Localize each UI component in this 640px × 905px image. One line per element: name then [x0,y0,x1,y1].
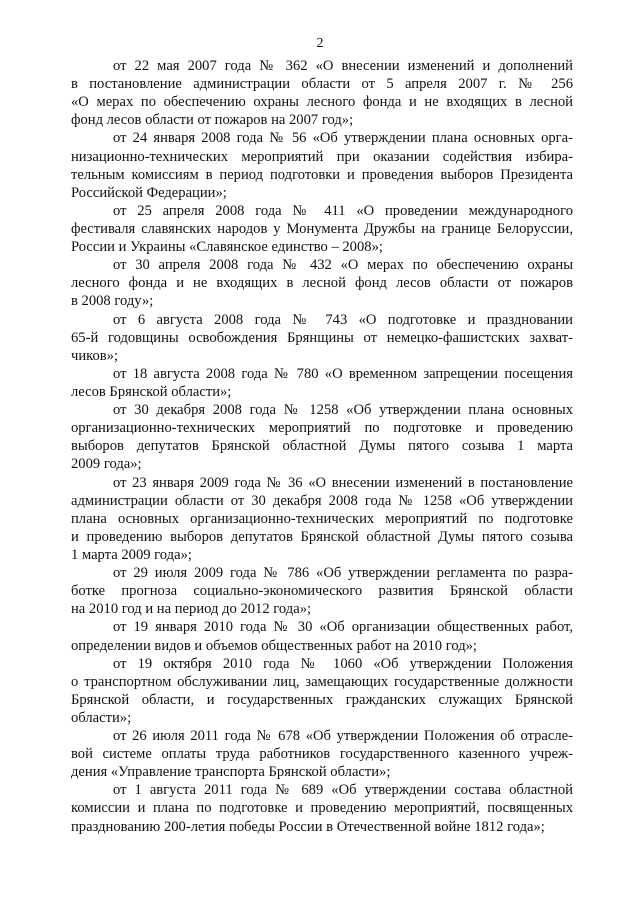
paragraph-line: о транспортном обслуживании лиц, замещающих государственные должности [71,673,573,690]
paragraph-line: в 2008 году»; [71,293,154,310]
paragraph-line: лесного фонда и не входящих в лесной фонд лесов области от пожаров [71,275,573,292]
paragraph-line: 1 марта 2009 года»; [71,546,192,563]
list-item [71,311,573,365]
paragraph-line: от 19 января 2010 года № 30 «Об организации общественных работ, [113,619,573,636]
paragraph-line: на 2010 год и на период до 2012 года»; [71,601,312,618]
paragraph-line: Брянской области, и государственных гражданских служащих Брянской [71,691,573,708]
paragraph-line: администрации области от 30 декабря 2008 года № 1258 «Об утверждении [71,492,573,509]
paragraph-line: вой системе оплаты труда работников государственного казенного учреж- [71,746,573,763]
paragraph-line: от 1 августа 2011 года № 689 «Об утверждении состава областной [113,782,573,799]
paragraph-line: организационно-технических мероприятий по подготовке и проведению [71,420,573,437]
paragraph-line: низационно-технических мероприятий при оказании содействия избира- [71,148,573,165]
paragraph-line: от 22 мая 2007 года № 362 «О внесении изменений и дополнений [113,58,573,74]
paragraph-line: от 30 апреля 2008 года № 432 «О мерах по обеспечению охраны [113,257,573,274]
list-item [71,564,573,618]
paragraph-line: празднованию 200-летия победы России в Отечественной войне 1812 года»; [71,818,545,835]
list-item [71,256,573,310]
paragraph-line: выборов депутатов Брянской областной Думы пятого созыва 1 марта [71,438,573,455]
paragraph-line: Российской Федерации»; [71,184,227,201]
list-item [71,401,573,473]
paragraph-line: тельным комиссиям в период подготовки и проведения выборов Президента [71,166,573,183]
document-body [71,57,573,836]
paragraph-line: от 18 августа 2008 года № 780 «О временном запрещении посещения [113,365,573,382]
list-item [71,365,573,401]
paragraph-line: определении видов и объемов общественных работ на 2010 год»; [71,637,477,654]
paragraph-line: фестиваля славянских народов у Монумента Дружбы на границе Белоруссии, [71,220,573,237]
paragraph-line: от 26 июля 2011 года № 678 «Об утверждении Положения об отрасле- [113,728,573,745]
paragraph-line: и проведению выборов депутатов Брянской областной Думы пятого созыва [71,528,573,545]
paragraph-line: дения «Управление транспорта Брянской области»; [71,764,391,781]
paragraph-line: от 24 января 2008 года № 56 «Об утверждении плана основных орга- [113,130,573,147]
paragraph-line: от 30 декабря 2008 года № 1258 «Об утверждении плана основных [113,402,573,419]
list-item [71,727,573,781]
list-item [71,618,573,654]
paragraph-line: от 6 августа 2008 года № 743 «О подготовке и праздновании [113,311,573,328]
page-number: 2 [316,36,324,51]
list-item [71,655,573,727]
paragraph-line: чиков»; [71,347,119,364]
list-item [71,474,573,565]
paragraph-line: фонд лесов области от пожаров на 2007 год»; [71,112,354,129]
list-item [71,57,573,129]
paragraph-line: ботке прогноза социально-экономического развития Брянской области [71,583,573,600]
paragraph-line: области»; [71,709,132,726]
list-item [71,781,573,835]
paragraph-line: плана основных организационно-технических мероприятий по подготовке [71,510,573,527]
paragraph-line: 2009 года»; [71,456,142,473]
paragraph-line: от 19 октября 2010 года № 1060 «Об утверждении Положения [113,655,573,672]
list-item [71,129,573,201]
paragraph-line: от 23 января 2009 года № 36 «О внесении изменений в постановление [113,474,573,491]
paragraph-line: России и Украины «Славянское единство – 2008»; [71,239,383,256]
paragraph-line: комиссии и плана по подготовке и проведению мероприятий, посвященных [71,800,573,817]
paragraph-line: в постановление администрации области от 5 апреля 2007 г. № 256 [71,76,573,93]
paragraph-line: от 29 июля 2009 года № 786 «Об утверждении регламента по разра- [113,565,573,582]
list-item [71,202,573,256]
paragraph-line: «О мерах по обеспечению охраны лесного фонда и не входящих в лесной [71,94,573,111]
paragraph-line: лесов Брянской области»; [71,383,232,400]
paragraph-line: от 25 апреля 2008 года № 411 «О проведении международного [113,202,573,219]
paragraph-line: 65-й годовщины освобождения Брянщины от немецко-фашистских захват- [71,329,573,346]
